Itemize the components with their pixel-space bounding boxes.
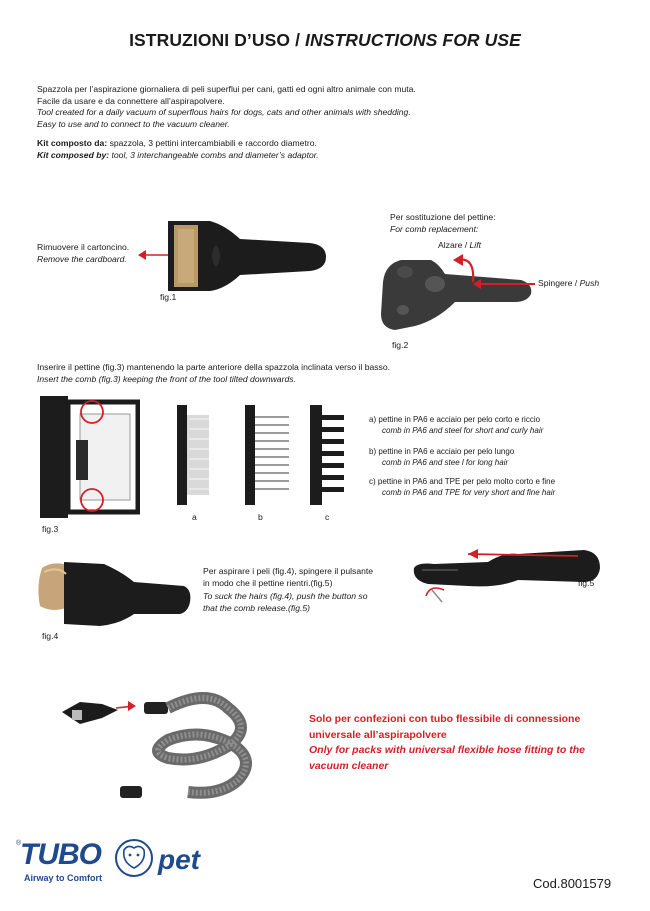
fig2-instr-en: For comb replacement:: [390, 223, 479, 234]
comb-option-c-it: c) pettine in PA6 and TPE per pelo molto corto e fine: [369, 477, 556, 486]
fig4-instr-it-1: Per aspirare i peli (fig.4), spingere il pulsante: [203, 566, 374, 576]
fig3-instr-it: Inserire il pettine (fig.3) mantenendo la parte anteriore della spazzola inclinata verso il basso.: [37, 362, 391, 372]
fig5-brush-image: [408, 540, 604, 612]
fig4-caption: fig.4: [42, 631, 59, 641]
comb-a-label: a: [192, 512, 197, 522]
kit-en-text: tool, 3 interchangeable combs and diameter’s adaptor.: [109, 149, 319, 160]
fig1-brush-image: [130, 215, 330, 295]
fig3-instruction: [37, 362, 390, 385]
fig2-push-label: Spingere / Push: [538, 278, 600, 288]
fig4-brush-image: [34, 556, 194, 628]
comb-option-a: [369, 415, 543, 436]
hose-image: [58, 688, 298, 806]
fig4-instr-en-2: that the comb release.(fig.5): [203, 602, 310, 613]
fig2-instr-it: Per sostituzione del pettine:: [390, 212, 496, 222]
comb-option-b-it: b) pettine in PA6 e acciaio per pelo lungo: [369, 447, 515, 456]
comb-b-image: [243, 405, 293, 505]
fig3-instr-en: Insert the comb (fig.3) keeping the front of the tool tilted downwards.: [37, 373, 296, 384]
comb-a-image: [175, 405, 215, 505]
fig4-instr-it-2: in modo che il pettine rientri.(fig.5): [203, 577, 333, 588]
hose-note: [309, 712, 585, 774]
fig5-caption: fig.5: [578, 578, 595, 588]
fig2-caption: fig.2: [392, 340, 409, 350]
comb-option-c-en: comb in PA6 and TPE for very short and fine hair: [382, 487, 556, 497]
logo-pet-text: pet: [158, 844, 200, 875]
tubopet-logo: [16, 838, 226, 888]
fig1-caption: fig.1: [160, 292, 177, 302]
comb-option-b-en: comb in PA6 and stee l for long hair: [382, 457, 509, 467]
dog-cat-icon: [112, 838, 158, 878]
fig1-instr-it: Rimuovere il cartoncino.: [37, 242, 130, 252]
comb-option-b: [369, 447, 514, 468]
page-title: ISTRUZIONI D’USO / INSTRUCTIONS FOR USE: [129, 30, 521, 50]
fig2-instruction: [390, 212, 496, 235]
intro-line-it-1: Spazzola per l’aspirazione giornaliera di peli superflui per cani, gatti ed ogni altro animale con muta.: [37, 84, 416, 94]
intro-line-en-1: Tool created for a daily vacuum of superflous hairs for dogs, cats and other animals with shedding.: [37, 107, 411, 117]
logo-registered-mark: ®: [16, 840, 22, 847]
kit-it-text: spazzola, 3 pettini intercambiabili e raccordo diametro.: [107, 138, 317, 148]
intro-text: [37, 84, 416, 130]
comb-c-label: c: [325, 512, 330, 522]
hose-note-it-1: Solo per confezioni con tubo flessibile di connessione: [309, 713, 581, 725]
fig4-instr-en-1: To suck the hairs (fig.4), push the button so: [203, 591, 368, 601]
kit-en-label: Kit composed by:: [37, 149, 110, 160]
comb-option-a-it: a) pettine in PA6 e acciaio per pelo corto e riccio: [369, 415, 541, 424]
intro-line-en-2: Easy to use and to connect to the vacuum cleaner.: [37, 118, 230, 129]
hose-note-en-2: vacuum cleaner: [309, 759, 389, 772]
kit-contents: [37, 138, 319, 161]
hose-note-en-1: Only for packs with universal flexible hose fitting to the: [309, 744, 585, 756]
kit-it-label: Kit composto da:: [37, 138, 108, 148]
hose-note-it-2: universale all’aspirapolvere: [309, 728, 447, 741]
logo-tagline: Airway to Comfort: [24, 873, 103, 883]
comb-option-c: [369, 477, 555, 498]
fig2-brush-image: [375, 250, 540, 340]
comb-option-a-en: comb in PA6 and steel for short and curly hair: [382, 425, 544, 435]
logo-brand-text: TUBO: [20, 838, 101, 871]
intro-line-it-2: Facile da usare e da connettere all’aspirapolvere.: [37, 95, 225, 106]
fig3-caption: fig.3: [42, 524, 59, 534]
comb-b-label: b: [258, 512, 263, 522]
comb-c-image: [308, 405, 348, 505]
fig3-brush-image: [36, 392, 140, 522]
product-code: Cod.8001579: [533, 876, 612, 891]
fig4-instruction: [203, 566, 373, 614]
fig1-instr-en: Remove the cardboard.: [37, 253, 127, 264]
fig1-instruction: [37, 242, 129, 265]
fig2-lift-label: Alzare / Lift: [438, 240, 481, 250]
